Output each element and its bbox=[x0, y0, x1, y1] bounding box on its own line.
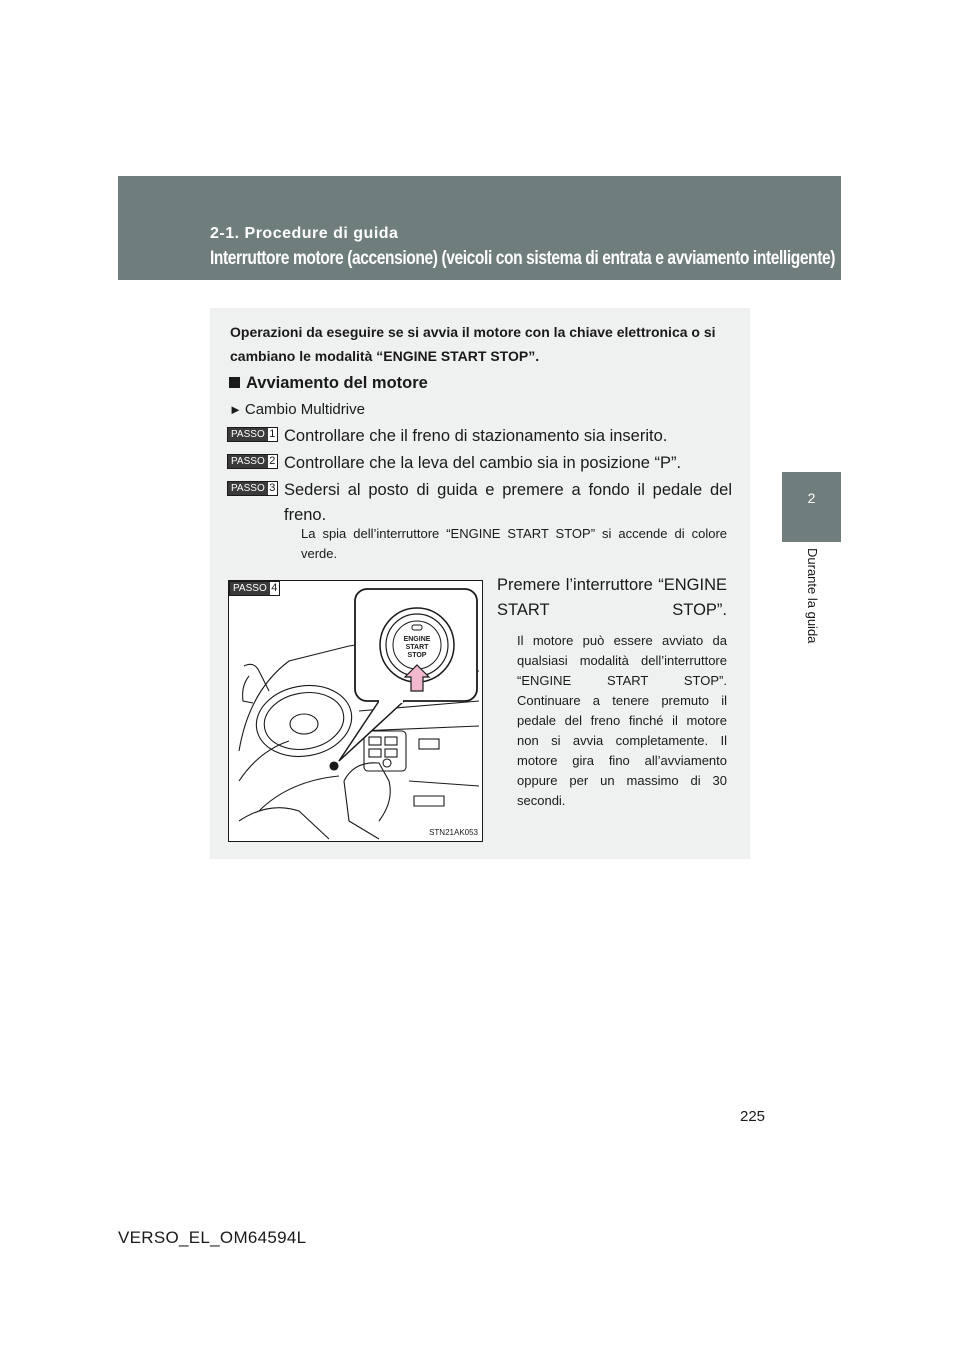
step-4-note: Il motore può essere avviato da qualsiasi modalità dell’interruttore “ENGINE START STOP”. Continuare a tenere premuto il pedale del freno finché il motore non si avvia completamente. Il motore gira fino all’avviamento oppure per un massimo di 30 secondi. bbox=[517, 633, 727, 808]
instruction-panel bbox=[210, 308, 750, 859]
figure-code: STN21AK053 bbox=[429, 828, 478, 837]
step-badge-word: PASSO bbox=[228, 428, 268, 441]
step-text: Controllare che la leva del cambio sia in posizione “P”. bbox=[284, 454, 682, 472]
step-badge-number: 2 bbox=[269, 455, 276, 467]
step-badge-number: 3 bbox=[269, 482, 276, 494]
start-label: START bbox=[405, 644, 429, 651]
step-badge bbox=[227, 454, 278, 469]
step-1 bbox=[227, 424, 732, 449]
step-4-text: Premere l’interruttore “ENGINE START STOP”. bbox=[497, 576, 727, 619]
step-badge-number: 1 bbox=[269, 428, 276, 440]
triangle-arrow-icon: ► bbox=[229, 402, 242, 417]
dashboard-illustration bbox=[228, 580, 483, 842]
transmission-text: Cambio Multidrive bbox=[244, 401, 365, 418]
chapter-number: 2 bbox=[807, 490, 816, 506]
section-label: 2-1. Procedure di guida bbox=[210, 225, 399, 242]
subheading-text: Avviamento del motore bbox=[246, 374, 428, 392]
intro-text: Operazioni da eseguire se si avvia il motore con la chiave elettronica o si cambiano le modalità “ENGINE START STOP”. bbox=[230, 324, 716, 364]
step-badge-word: PASSO bbox=[228, 455, 268, 468]
chapter-title: Durante la guida bbox=[805, 548, 820, 644]
stop-label: STOP bbox=[407, 652, 427, 659]
step-badge bbox=[227, 427, 278, 442]
step-2 bbox=[227, 451, 732, 476]
page-header bbox=[118, 176, 841, 280]
square-bullet-icon bbox=[229, 377, 240, 388]
step-badge bbox=[227, 481, 278, 496]
step-badge-number: 4 bbox=[271, 582, 278, 594]
transmission-label bbox=[229, 401, 365, 418]
step-text: Controllare che il freno di stazionamento sia inserito. bbox=[284, 427, 668, 445]
chapter-tab bbox=[782, 472, 841, 542]
step-3 bbox=[227, 478, 732, 528]
dashboard-drawing bbox=[229, 581, 482, 841]
engine-label: ENGINE bbox=[403, 636, 431, 643]
section-subheading bbox=[229, 374, 428, 393]
step-text: Sedersi al posto di guida e premere a fondo il pedale del freno. bbox=[284, 481, 732, 524]
document-code: VERSO_EL_OM64594L bbox=[118, 1228, 307, 1247]
page-title: Interruttore motore (accensione) (veicoli con sistema di entrata e avviamento intelligente) bbox=[210, 248, 836, 269]
step-badge-word: PASSO bbox=[228, 482, 268, 495]
step-3-note: La spia dell’interruttore “ENGINE START STOP” si accende di colore verde. bbox=[301, 526, 727, 561]
step-badge-word: PASSO bbox=[230, 582, 270, 595]
page-number: 225 bbox=[740, 1108, 766, 1125]
